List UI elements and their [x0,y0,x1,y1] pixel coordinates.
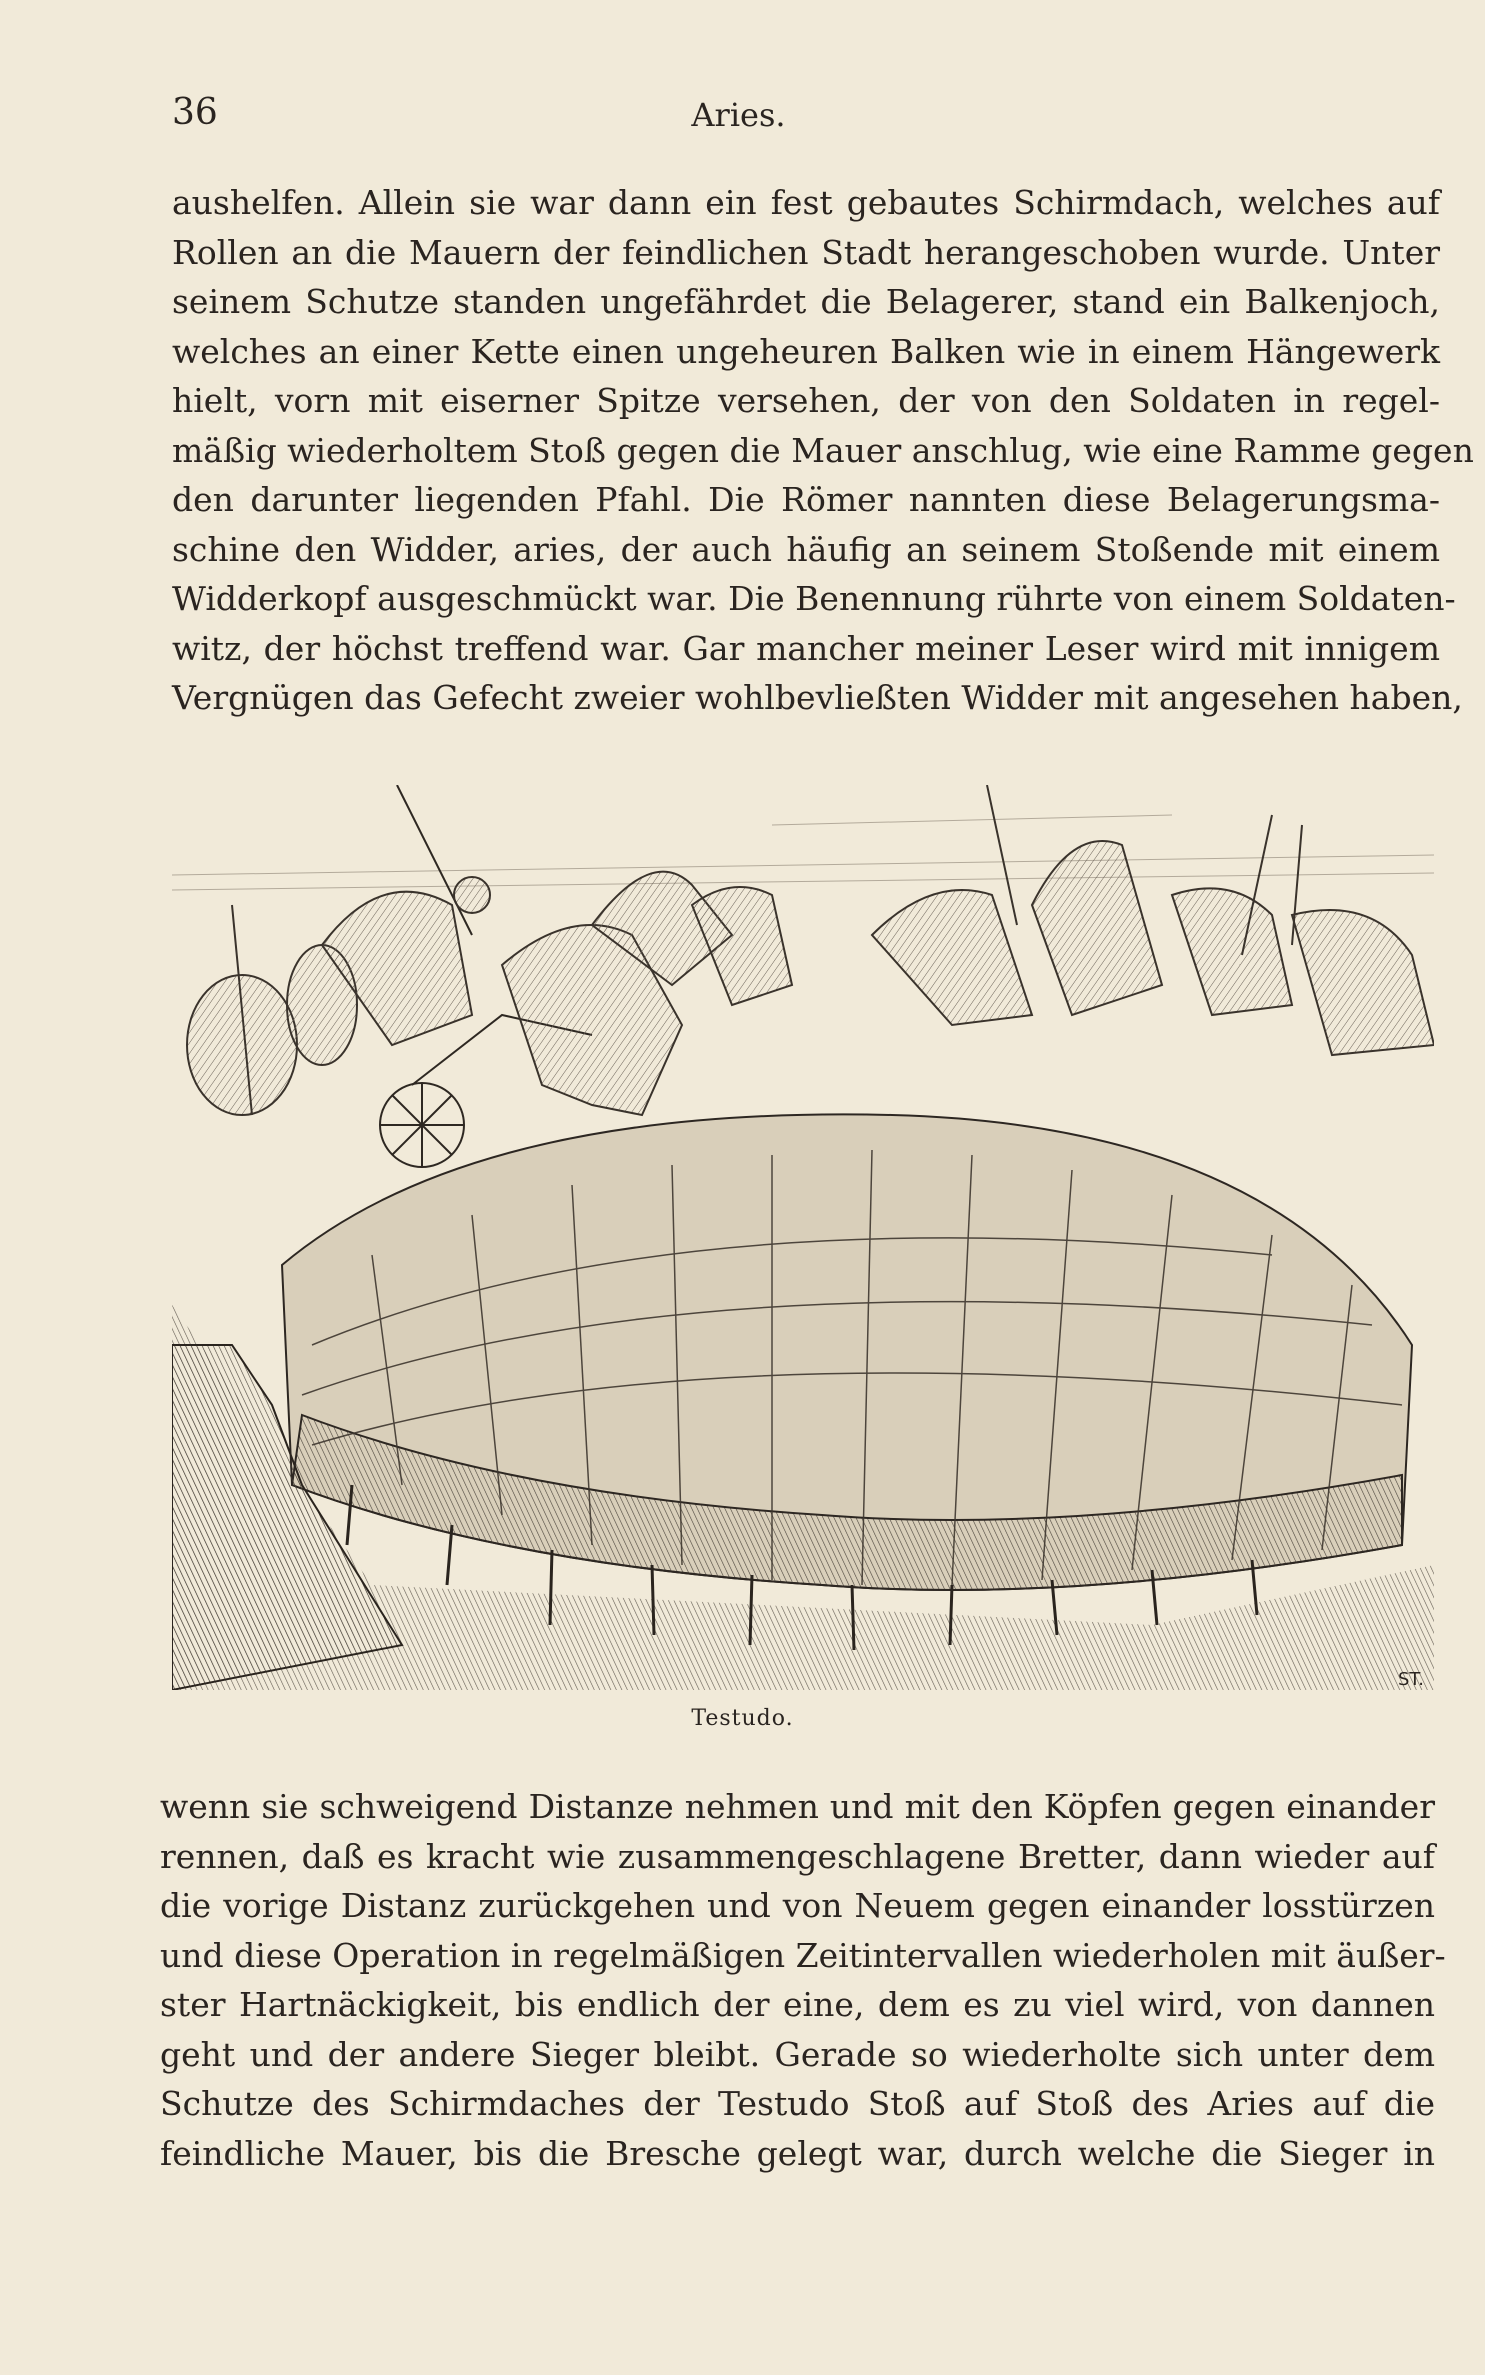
artist-signature: ST. [1397,1669,1424,1690]
text-line: schine den Widder, aries, der auch häufig an seinem Stoßende mit einem [172,529,1440,569]
text-line: Rollen an die Mauern der feindlichen Stadt herangeschoben wurde. Unter [172,232,1440,272]
text-line: und diese Operation in regelmäßigen Zeitintervallen wiederholen mit äußer- [160,1935,1446,1975]
text-line: ster Hartnäckigkeit, bis endlich der eine, dem es zu viel wird, von dannen [160,1985,1435,2024]
page-header [172,92,1305,142]
text-line: seinem Schutze standen ungefährdet die Belagerer, stand ein Balkenjoch, [172,282,1440,321]
engraving-image [172,785,1434,1690]
text-line: hielt, vorn mit eiserner Spitze versehen, der von den Soldaten in regel- [172,381,1440,420]
text-line: Schutze des Schirmdaches der Testudo Stoß auf Stoß des Aries auf die [160,2084,1435,2123]
text-line: Widderkopf ausgeschmückt war. Die Benennung rührte von einem Soldaten- [172,579,1456,618]
running-head: Aries. [691,96,786,134]
text-line: den darunter liegenden Pfahl. Die Römer nannten diese Belagerungsma- [172,480,1440,519]
page-number: 36 [172,92,218,133]
text-line: rennen, daß es kracht wie zusammengeschlagene Bretter, dann wieder auf [160,1836,1435,1876]
paragraph-bottom [160,1782,1446,2178]
text-line: feindliche Mauer, bis die Bresche gelegt war, durch welche die Sieger in [160,2133,1435,2173]
text-line: welches an einer Kette einen ungeheuren Balken wie in einem Hängewerk [172,331,1440,371]
text-line: wenn sie schweigend Distanze nehmen und mit den Köpfen gegen einander [160,1787,1435,1826]
paragraph-top [172,178,1474,723]
text-line: witz, der höchst treffend war. Gar mancher meiner Leser wird mit innigem [172,628,1440,668]
text-line: geht und der andere Sieger bleibt. Gerade so wiederholte sich unter dem [160,2034,1435,2074]
text-line: mäßig wiederholtem Stoß gegen die Mauer anschlug, wie eine Ramme gegen [172,430,1474,470]
testudo-illustration [172,785,1434,1690]
text-line: aushelfen. Allein sie war dann ein fest gebautes Schirmdach, welches auf [172,183,1440,222]
text-line: Vergnügen das Gefecht zweier wohlbevließten Widder mit angesehen haben, [172,678,1463,717]
figure-caption: Testudo. [691,1706,794,1731]
text-line: die vorige Distanz zurückgehen und von Neuem gegen einander losstürzen [160,1886,1435,1925]
